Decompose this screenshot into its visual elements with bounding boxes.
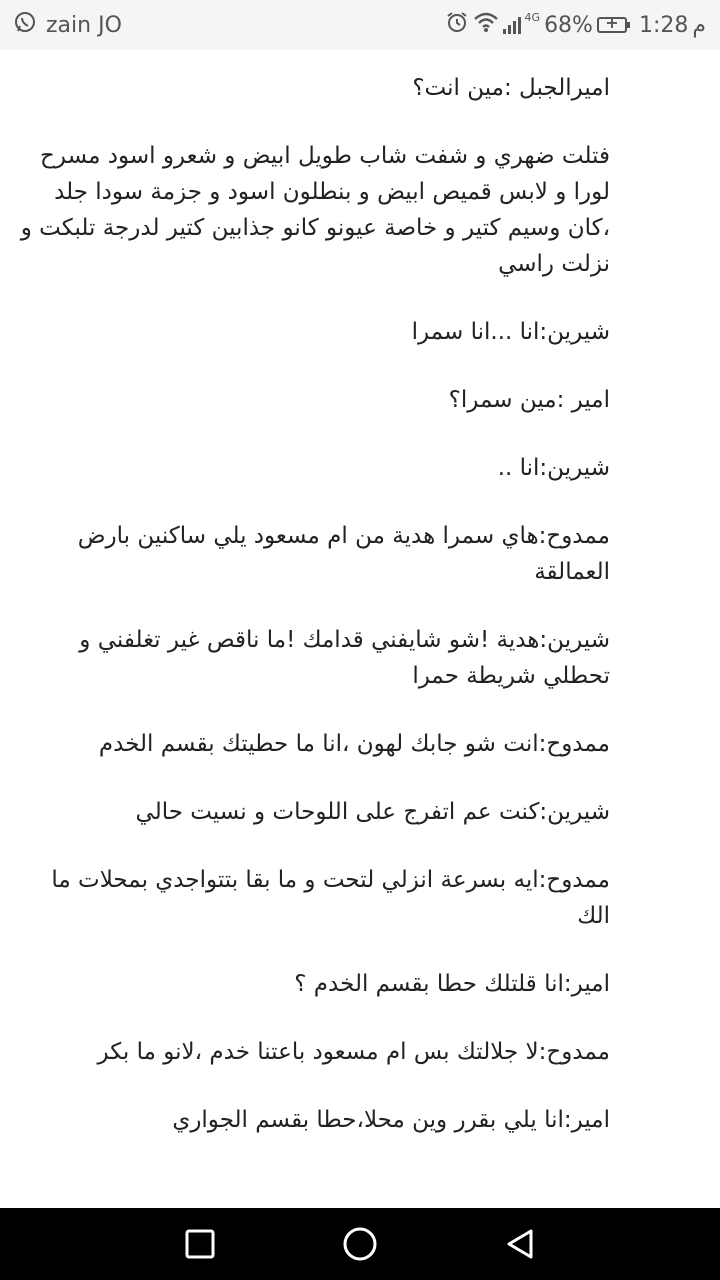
status-bar	[0, 0, 720, 50]
carrier-name: zain JO	[46, 12, 122, 38]
story-paragraph: امير:انا يلي بقرر وين محلا،حطا بقسم الجواري	[172, 1107, 610, 1133]
square-icon	[184, 1228, 216, 1260]
story-paragraph: امير:انا قلتلك حطا بقسم الخدم ؟	[294, 971, 610, 997]
story-paragraph: اميرالجبل :مين انت؟	[412, 75, 610, 101]
back-button[interactable]	[484, 1208, 556, 1280]
story-paragraph: ممدوح:هاي سمرا هدية من ام مسعود يلي ساكنين بارض العمالقة	[77, 523, 610, 585]
story-paragraph: شيرين:انا ...انا سمرا	[411, 319, 610, 345]
back-triangle-icon	[503, 1227, 537, 1261]
home-button[interactable]	[324, 1208, 396, 1280]
story-paragraph: شيرين:هدية !شو شايفني قدامك !ما ناقص غير تغلفني و تحطلي شريطة حمرا	[79, 627, 610, 689]
network-type: 4G	[524, 10, 541, 24]
signal-icon	[503, 16, 521, 34]
clock-suffix: م	[692, 12, 706, 38]
story-paragraph: امير :مين سمرا؟	[448, 387, 610, 413]
story-content	[0, 50, 720, 1208]
story-paragraph: شيرين:كنت عم اتفرج على اللوحات و نسيت حالي	[135, 799, 610, 825]
story-paragraph: فتلت ضهري و شفت شاب طويل ابيض و شعرو اسود مسرح لورا و لابس قميص ابيض و بنطلون اسود و جزمة سودا جلد ،كان وسيم كتير و خاصة عيونو كانو جذابين كتير لدرجة تلبكت و نزلت راسي	[20, 143, 610, 277]
circle-icon	[342, 1226, 378, 1262]
navigation-bar	[0, 1208, 720, 1280]
whatsapp-icon	[14, 11, 36, 39]
story-paragraph: ممدوح:انت شو جابك لهون ،انا ما حطيتك بقسم الخدم	[98, 731, 610, 757]
alarm-icon	[445, 10, 469, 40]
story-paragraph: شيرين:انا ..	[497, 455, 610, 481]
status-right	[445, 0, 706, 50]
story-paragraph: ممدوح:ايه بسرعة انزلي لتحت و ما بقا بتتواجدي بمحلات ما الك	[51, 867, 610, 929]
story-paragraph: ممدوح:لا جلالتك بس ام مسعود باعتنا خدم ،لانو ما بكر	[97, 1039, 610, 1065]
clock-time: 1:28	[638, 12, 689, 38]
wifi-icon	[473, 11, 499, 39]
battery-charging-icon: +	[597, 17, 627, 33]
battery-percent: 68%	[544, 12, 593, 38]
recents-button[interactable]	[164, 1208, 236, 1280]
status-left	[14, 0, 122, 50]
